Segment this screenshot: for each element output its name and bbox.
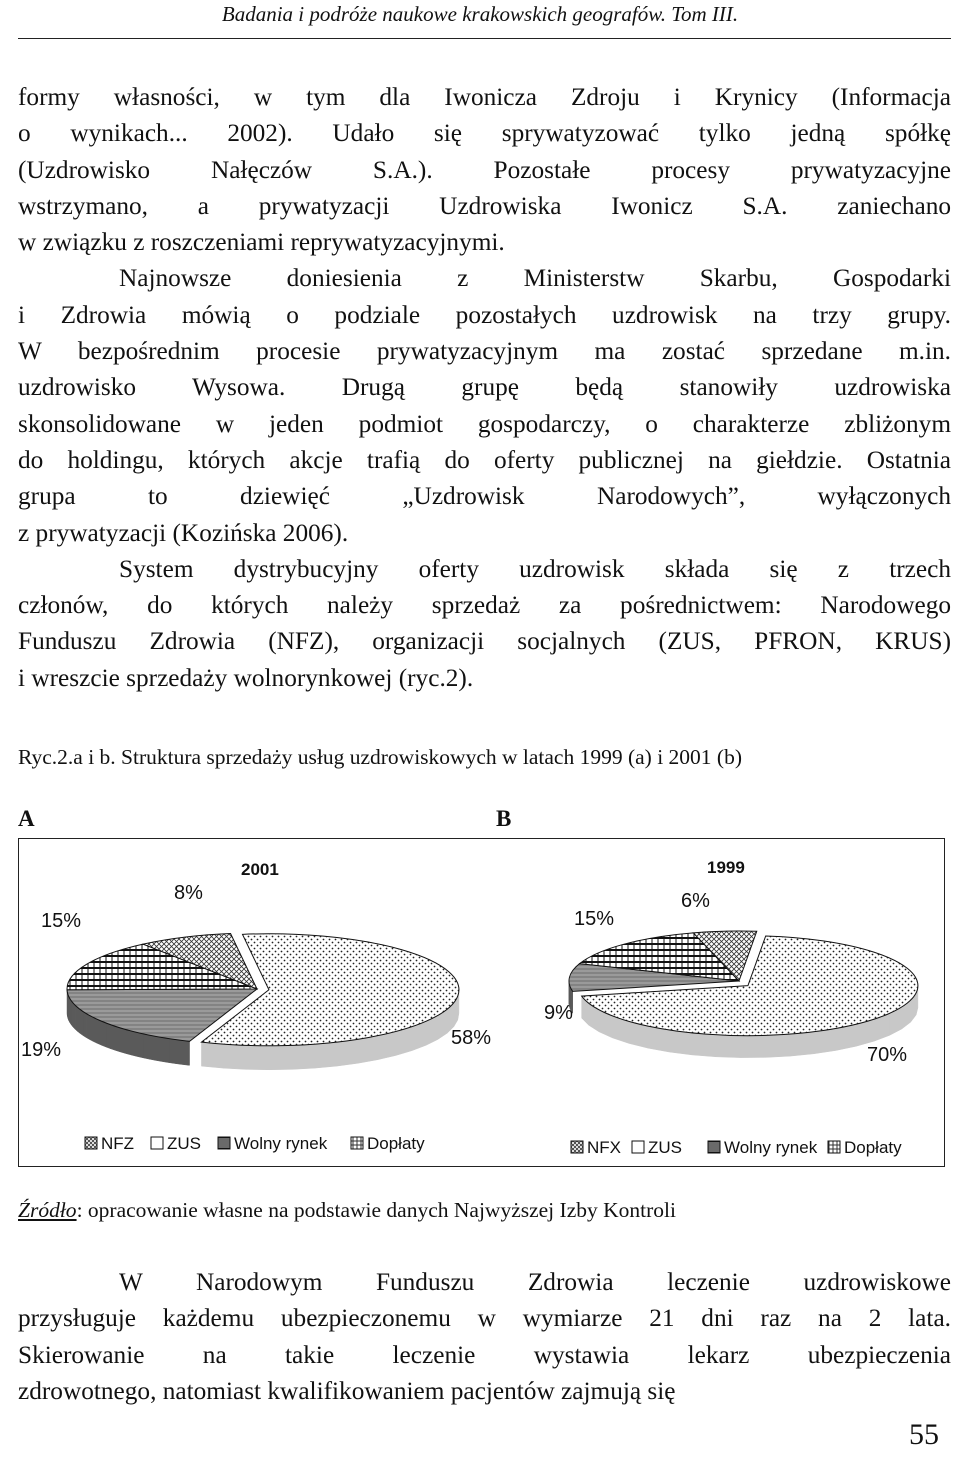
pie-side-0-0 bbox=[269, 1045, 292, 1069]
legend-label-1-1: ZUS bbox=[648, 1138, 682, 1157]
pie-side-0-0 bbox=[337, 1039, 358, 1066]
pie-side-0-0 bbox=[246, 1045, 269, 1069]
pie-side-0-1 bbox=[162, 1038, 169, 1063]
source-label: Źródło bbox=[18, 1198, 77, 1222]
pie-side-1-0 bbox=[766, 1034, 791, 1057]
legend-swatch-1-1 bbox=[632, 1141, 644, 1153]
legend-swatch-1-2 bbox=[708, 1141, 720, 1153]
pie-side-0-0 bbox=[201, 1042, 223, 1068]
figure-caption: Ryc.2.a i b. Struktura sprzedaży usług uzdrowiskowych w latach 1999 (a) i 2001 (b) bbox=[18, 745, 742, 769]
legend-swatch-1-0 bbox=[571, 1141, 583, 1153]
pie-side-0-1 bbox=[71, 1001, 73, 1027]
paragraph-2-lines-4: skonsolidowane w jeden podmiot gospodarczy, o charakterze zbliżonym bbox=[18, 409, 951, 438]
paragraph-4-lines bbox=[18, 1264, 951, 1409]
pie-value-label-0-1: 19% bbox=[21, 1039, 62, 1061]
paragraph-3-lines-2: Funduszu Zdrowia (NFZ), organizacji socjalnych (ZUS, PFRON, KRUS) bbox=[18, 627, 951, 656]
pie-side-0-1 bbox=[137, 1032, 143, 1057]
paragraph-2-lines-6: grupa to dziewięć „Uzdrowisk Narodowych”, wyłączonych bbox=[18, 482, 951, 511]
page-number: 55 bbox=[909, 1418, 939, 1451]
paragraph-2-lines-3: uzdrowisko Wysowa. Drugą grupę będą stanowiły uzdrowiska bbox=[18, 373, 951, 402]
paragraph-3-lines bbox=[18, 551, 951, 696]
pie-side-0-1 bbox=[115, 1026, 120, 1052]
paragraph-1-lines-3: wstrzymano, a prywatyzacji Uzdrowiska Iwonicz S.A. zaniechano bbox=[18, 191, 951, 220]
legend-label-0-3: Dopłaty bbox=[367, 1134, 425, 1153]
pie-value-label-0-3: 8% bbox=[174, 882, 203, 904]
pie-side-1-0 bbox=[741, 1035, 766, 1057]
paragraph-2-lines bbox=[18, 260, 951, 550]
pie-charts bbox=[19, 839, 944, 1166]
legend-swatch-0-3 bbox=[351, 1137, 363, 1149]
pie-side-0-1 bbox=[97, 1019, 101, 1045]
pie-side-0-1 bbox=[101, 1021, 105, 1047]
pie-side-0-0 bbox=[358, 1036, 378, 1064]
pie-side-1-0 bbox=[692, 1033, 716, 1057]
paragraph-1 bbox=[18, 79, 951, 696]
paragraph-2-lines-5: do holdingu, których akcje trafią do oferty publicznej na giełdzie. Ostatnia bbox=[18, 445, 951, 474]
pie-side-0-0 bbox=[292, 1044, 315, 1069]
pie-value-label-1-2: 15% bbox=[574, 908, 615, 930]
pie-side-0-1 bbox=[111, 1025, 116, 1051]
pie-value-label-1-1: 9% bbox=[544, 1002, 573, 1024]
header-rule bbox=[18, 38, 951, 39]
paragraph-1-lines-2: (Uzdrowisko Nałęczów S.A.). Pozostałe procesy prywatyzacyjne bbox=[18, 155, 951, 184]
figure-frame bbox=[18, 838, 945, 1167]
pie-side-0-1 bbox=[106, 1023, 111, 1049]
pie-side-0-1 bbox=[80, 1009, 83, 1035]
pie-title-1: 1999 bbox=[707, 858, 745, 877]
pie-value-label-0-0: 58% bbox=[451, 1027, 492, 1049]
pie-side-0-1 bbox=[126, 1030, 132, 1056]
paragraph-2-lines-7: z prywatyzacji (Kozińska 2006). bbox=[18, 518, 349, 547]
paragraph-3-lines-0: System dystrybucyjny oferty uzdrowisk składa się z trzech bbox=[119, 554, 951, 583]
pie-side-1-0 bbox=[716, 1035, 741, 1058]
pie-value-label-1-3: 6% bbox=[681, 890, 710, 912]
pie-side-0-0 bbox=[378, 1032, 396, 1060]
legend-swatch-0-2 bbox=[218, 1137, 230, 1149]
paragraph-3-lines-1: członów, do których należy sprzedaż za pośrednictwem: Narodowego bbox=[18, 591, 951, 620]
panel-letter-a: A bbox=[18, 806, 35, 831]
pie-title-0: 2001 bbox=[241, 860, 279, 879]
pie-side-0-1 bbox=[176, 1040, 183, 1065]
paragraph-2-lines-2: W bezpośrednim procesie prywatyzacyjnym ma zostać sprzedane m.in. bbox=[18, 337, 951, 366]
panel-letter-b: B bbox=[496, 806, 512, 831]
legend-label-1-3: Dopłaty bbox=[844, 1138, 902, 1157]
legend-label-1-0: NFX bbox=[587, 1138, 621, 1157]
pie-side-0-1 bbox=[93, 1017, 97, 1043]
pie-side-1-0 bbox=[814, 1028, 836, 1053]
pie-side-0-1 bbox=[149, 1035, 155, 1060]
paragraph-3-lines-3: i wreszcie sprzedaży wolnorynkowej (ryc.2). bbox=[18, 663, 474, 692]
pie-value-label-0-2: 15% bbox=[41, 910, 82, 932]
legend-label-0-2: Wolny rynek bbox=[234, 1134, 328, 1153]
running-header: Badania i podróże naukowe krakowskich geografów. Tom III. bbox=[221, 2, 739, 26]
legend-swatch-1-3 bbox=[828, 1141, 840, 1153]
pie-side-0-1 bbox=[77, 1007, 80, 1033]
pie-side-0-1 bbox=[86, 1013, 89, 1039]
paragraph-4 bbox=[18, 1264, 951, 1409]
pie-value-label-1-0: 70% bbox=[867, 1044, 908, 1066]
paragraph-1-lines-1: o wynikach... 2002). Udało się sprywatyzować tylko jedną spółkę bbox=[18, 119, 951, 148]
pie-side-0-1 bbox=[75, 1005, 77, 1031]
pie-side-0-1 bbox=[156, 1036, 162, 1061]
paragraph-2-lines-0: Najnowsze doniesienia z Ministerstw Skarbu, Gospodarki bbox=[119, 264, 951, 293]
pie-side-1-0 bbox=[669, 1030, 692, 1055]
paragraph-1-lines bbox=[18, 79, 951, 260]
pie-side-0-1 bbox=[73, 1003, 75, 1029]
paragraph-2-lines-1: i Zdrowia mówią o podziale pozostałych uzdrowisk na trzy grupy. bbox=[18, 300, 951, 329]
pie-side-0-1 bbox=[121, 1028, 126, 1054]
pie-side-0-0 bbox=[223, 1044, 246, 1069]
legend-label-0-1: ZUS bbox=[167, 1134, 201, 1153]
legend-label-1-2: Wolny rynek bbox=[724, 1138, 818, 1157]
paragraph-4-lines-2: Skierowanie na takie leczenie wystawia lekarz ubezpieczenia bbox=[18, 1340, 951, 1369]
paragraph-1-lines-4: w związku z roszczeniami reprywatyzacyjnymi. bbox=[18, 228, 505, 257]
source-text: : opracowanie własne na podstawie danych Najwyższej Izby Kontroli bbox=[76, 1198, 676, 1222]
pie-side-0-0 bbox=[315, 1042, 337, 1068]
pie-side-0-1 bbox=[132, 1031, 138, 1056]
pie-side-0-1 bbox=[83, 1011, 86, 1037]
paragraph-4-lines-0: W Narodowym Funduszu Zdrowia leczenie uzdrowiskowe bbox=[119, 1268, 951, 1296]
legend-label-0-0: NFZ bbox=[101, 1134, 135, 1153]
pie-side-0-1 bbox=[89, 1015, 93, 1041]
legend-swatch-0-0 bbox=[85, 1137, 97, 1149]
pie-side-0-1 bbox=[183, 1041, 190, 1066]
paragraph-4-lines-3: zdrowotnego, natomiast kwalifikowaniem pacjentów zajmują się bbox=[18, 1376, 676, 1405]
pie-side-0-1 bbox=[143, 1034, 149, 1059]
pie-side-0-1 bbox=[169, 1039, 176, 1064]
legend-swatch-0-1 bbox=[151, 1137, 163, 1149]
paragraph-1-lines-0: formy własności, w tym dla Iwonicza Zdroju i Krynicy (Informacja bbox=[18, 83, 951, 111]
pie-side-1-0 bbox=[790, 1032, 814, 1056]
figure-source bbox=[18, 1198, 676, 1223]
paragraph-4-lines-1: przysługuje każdemu ubezpieczonemu w wymiarze 21 dni raz na 2 lata. bbox=[18, 1304, 951, 1333]
